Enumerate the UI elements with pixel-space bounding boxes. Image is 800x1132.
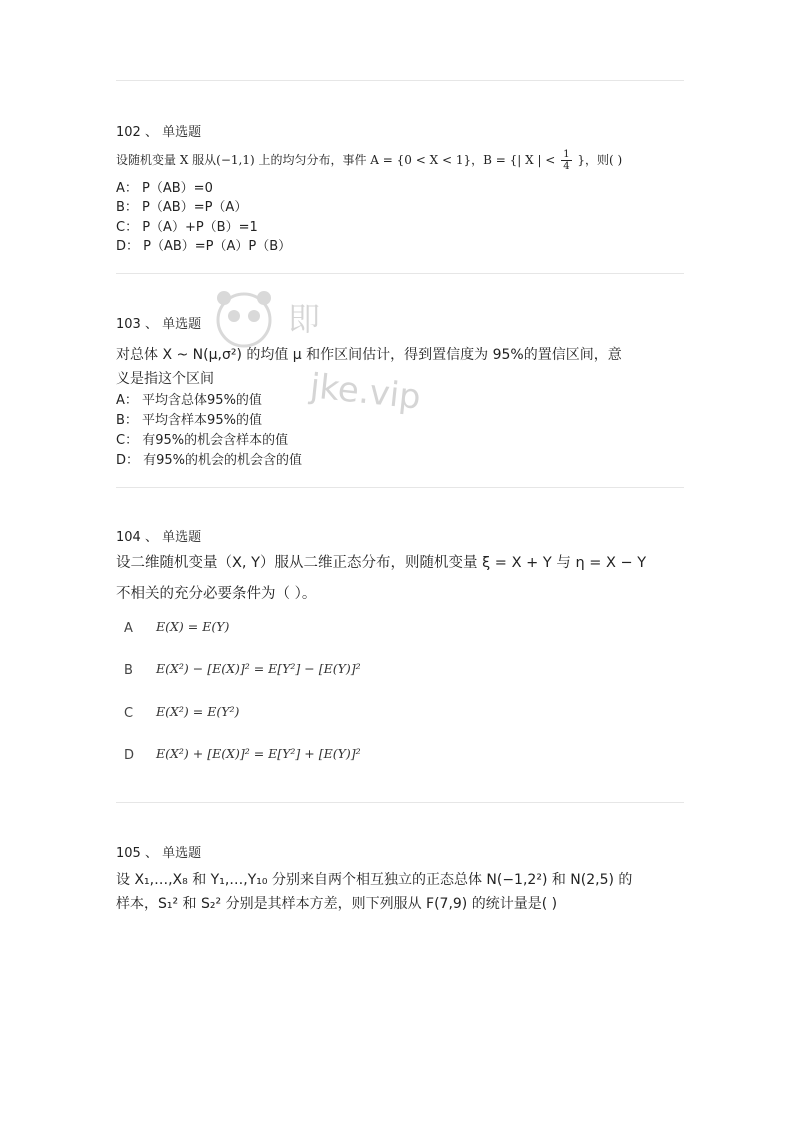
fraction-denominator: 4 xyxy=(563,161,570,172)
question-102-header: 102 、 单选题 xyxy=(116,125,202,140)
question-104-header: 104 、 单选题 xyxy=(116,530,202,545)
fraction-numerator: 1 xyxy=(563,149,570,160)
question-104-option-d-letter[interactable]: D xyxy=(124,748,135,763)
separator-top xyxy=(116,80,684,81)
question-102-option-c[interactable]: C： P（A）+P（B）=1 xyxy=(116,220,258,235)
question-103-option-b[interactable]: B： 平均含样本95%的值 xyxy=(116,413,262,428)
question-104-option-a-letter[interactable]: A xyxy=(124,621,133,636)
question-103-stem-line1: 对总体 X ~ N(μ,σ²) 的均值 μ 和作区间估计，得到置信度为 95%的置信区间，意 xyxy=(116,347,622,363)
question-102-option-a[interactable]: A： P（AB）=0 xyxy=(116,181,213,196)
question-104-option-a-expr[interactable]: E(X) = E(Y) xyxy=(156,619,230,634)
separator-104-105 xyxy=(116,802,684,803)
watermark-site: jke.vip xyxy=(308,366,423,418)
question-103-option-a[interactable]: A： 平均含总体95%的值 xyxy=(116,393,262,408)
watermark-glyph: 即 xyxy=(288,300,321,338)
question-104-stem-line1: 设二维随机变量（X, Y）服从二维正态分布，则随机变量 ξ = X + Y 与 η = X − Y xyxy=(116,555,647,571)
question-104-option-d-expr[interactable]: E(X²) + [E(X)]² = E[Y²] + [E(Y)]² xyxy=(156,746,361,761)
question-105-stem-line2: 样本，S₁² 和 S₂² 分别是其样本方差，则下列服从 F(7,9) 的统计量是( ) xyxy=(116,896,558,912)
question-105-header: 105 、 单选题 xyxy=(116,846,202,861)
separator-103-104 xyxy=(116,487,684,488)
question-102-stem-suffix: }，则( ) xyxy=(577,153,623,167)
question-103-header: 103 、 单选题 xyxy=(116,317,202,332)
question-104-option-c-letter[interactable]: C xyxy=(124,706,134,721)
question-102-stem xyxy=(116,149,622,172)
fraction xyxy=(561,149,571,172)
question-103-stem-line2: 义是指这个区间 xyxy=(116,371,214,387)
question-104-stem-line2: 不相关的充分必要条件为（ ）。 xyxy=(116,586,317,602)
question-103-option-d[interactable]: D： 有95%的机会的机会含的值 xyxy=(116,453,303,468)
question-104-option-b-letter[interactable]: B xyxy=(124,663,133,678)
question-102-stem-prefix: 设随机变量 X 服从(−1,1) 上的均匀分布，事件 A = {0 < X < 1}，B = {| X | < xyxy=(116,153,556,167)
question-102-option-b[interactable]: B： P（AB）=P（A） xyxy=(116,200,248,215)
question-104-option-c-expr[interactable]: E(X²) = E(Y²) xyxy=(156,704,240,719)
question-102-option-d[interactable]: D： P（AB）=P（A）P（B） xyxy=(116,239,292,254)
question-104-option-b-expr[interactable]: E(X²) − [E(X)]² = E[Y²] − [E(Y)]² xyxy=(156,661,361,676)
question-103-option-c[interactable]: C： 有95%的机会含样本的值 xyxy=(116,433,289,448)
question-105-stem-line1: 设 X₁,…,X₈ 和 Y₁,…,Y₁₀ 分别来自两个相互独立的正态总体 N(−1,2²) 和 N(2,5) 的 xyxy=(116,872,633,888)
separator-102-103 xyxy=(116,273,684,274)
